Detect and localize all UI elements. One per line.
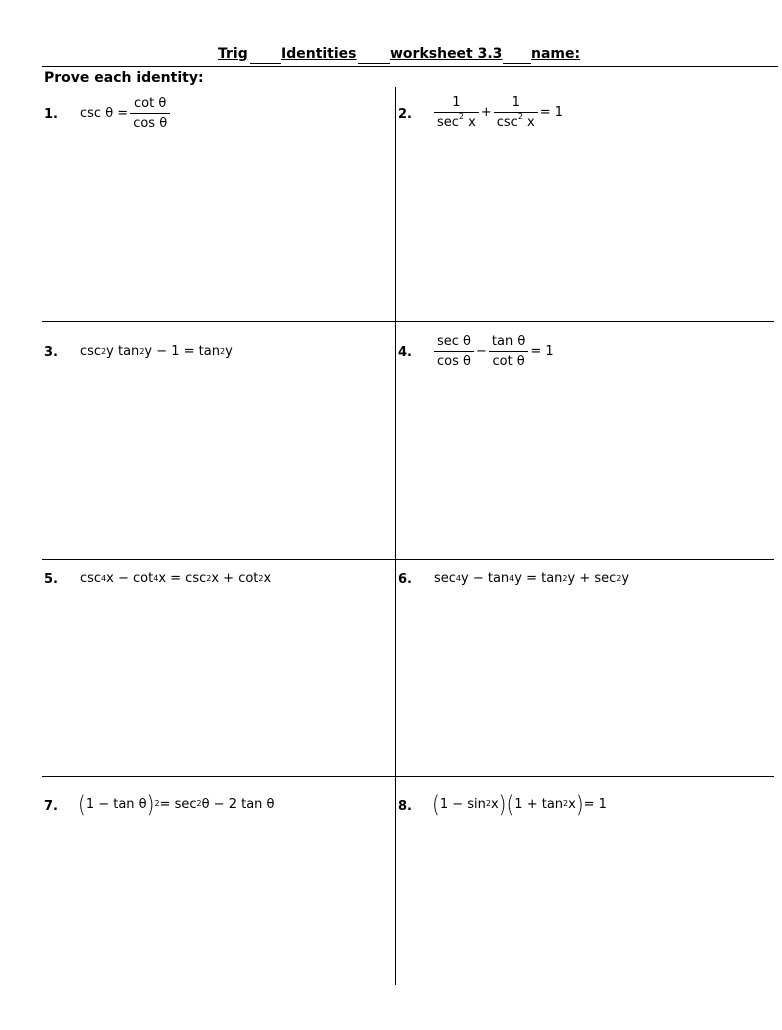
problem-1-number: 1.	[44, 107, 58, 122]
p8-a: 1 − sin	[439, 796, 486, 812]
problem-2-identity	[432, 95, 563, 130]
p3-d: y	[225, 344, 233, 359]
worksheet-title	[218, 46, 581, 66]
p2-den2-func: csc	[496, 115, 518, 130]
column-divider	[395, 87, 396, 985]
name-label: name:	[531, 46, 581, 62]
p2-denominator-2	[494, 112, 538, 130]
p5-b: x − cot	[106, 571, 154, 586]
title-underline-gap	[250, 63, 281, 64]
problem-5-identity: csc 4 x − cot 4 x = csc 2 x + cot 2 x	[80, 571, 272, 586]
p6-b: y − tan	[461, 571, 510, 586]
p2-numerator-2: 1	[511, 95, 520, 110]
p6-a: sec	[434, 571, 456, 586]
p2-fraction-2	[494, 95, 538, 130]
p4-denominator-1: cos θ	[434, 351, 474, 369]
p2-fraction-1	[434, 95, 479, 130]
p4-minus: −	[476, 344, 487, 359]
p2-plus: +	[480, 105, 492, 120]
title-word-worksheet: worksheet 3.3	[390, 46, 503, 62]
p5-c: x = csc	[158, 571, 207, 586]
title-underline-gap	[503, 63, 531, 64]
problem-4-identity	[432, 334, 554, 369]
p2-den1-var: x	[464, 115, 476, 130]
row-divider-2	[42, 559, 774, 560]
p8-a-var: x	[490, 796, 499, 812]
p2-denominator-1	[434, 112, 479, 130]
problem-3-number: 3.	[44, 345, 58, 360]
p8-close-paren-1: )	[498, 790, 507, 818]
p2-numerator-1: 1	[452, 95, 461, 110]
problem-7-identity: ( 1 − tan θ ) 2 = sec 2 θ − 2 tan θ	[78, 790, 275, 818]
row-divider-1	[42, 321, 774, 322]
p7-open-paren: (	[78, 790, 86, 818]
p6-c: y = tan	[514, 571, 563, 586]
p5-e: x	[263, 571, 272, 586]
p4-numerator-1: sec θ	[437, 334, 472, 349]
p7-b: θ − 2 tan θ	[201, 796, 275, 812]
p2-den1-exp: 2	[458, 112, 465, 121]
problem-4-number: 4.	[398, 345, 412, 360]
p3-a: csc	[80, 344, 102, 359]
p7-close-paren: )	[146, 790, 155, 818]
title-underline-gap	[358, 63, 390, 64]
p2-den2-var: x	[522, 115, 535, 130]
p6-e: y	[621, 571, 630, 586]
p3-b: y tan	[106, 344, 140, 359]
p8-close-paren-2: )	[575, 790, 584, 818]
problem-1-identity	[80, 96, 172, 131]
p8-b-var: x	[568, 796, 576, 812]
problem-5-number: 5.	[44, 572, 58, 587]
p8-b: 1 + tan	[514, 796, 564, 812]
p2-rhs: = 1	[539, 105, 564, 120]
header-rule	[42, 66, 778, 67]
problem-7-number: 7.	[44, 799, 58, 814]
p1-fraction	[130, 96, 170, 131]
p7-a: = sec	[159, 796, 197, 812]
p4-numerator-2: tan θ	[491, 334, 526, 349]
p8-open-paren-2: (	[506, 790, 515, 818]
p4-fraction-2	[489, 334, 528, 369]
p1-denominator: cos θ	[130, 113, 170, 131]
title-word-identities: Identities	[281, 46, 357, 62]
p4-denominator-2: cot θ	[489, 351, 527, 369]
problem-6-number: 6.	[398, 572, 412, 587]
row-divider-3	[42, 776, 774, 777]
p3-c: y − 1 = tan	[144, 344, 220, 359]
title-word-trig: Trig	[218, 46, 248, 62]
p1-lhs: csc θ =	[80, 106, 129, 121]
p4-rhs: = 1	[530, 344, 554, 359]
problem-2-number: 2.	[398, 107, 412, 122]
p2-den2-exp: 2	[517, 112, 523, 121]
problem-8-number: 8.	[398, 799, 412, 814]
p8-open-paren-1: (	[432, 790, 440, 818]
p5-d: x + cot	[211, 571, 259, 586]
p6-d: y + sec	[567, 571, 617, 586]
instructions: Prove each identity:	[44, 70, 204, 86]
p8-rhs: = 1	[583, 796, 607, 812]
p5-a: csc	[80, 571, 102, 586]
problem-6-identity: sec 4 y − tan 4 y = tan 2 y + sec 2 y	[434, 571, 630, 586]
p4-fraction-1	[434, 334, 474, 369]
p1-numerator: cot θ	[134, 96, 167, 111]
p2-den1-func: sec	[437, 115, 459, 130]
problem-8-identity: ( 1 − sin 2 x ) ( 1 + tan 2 x ) = 1	[432, 790, 607, 818]
p7-inner: 1 − tan θ	[85, 796, 147, 812]
problem-3-identity: csc 2 y tan 2 y − 1 = tan 2 y	[80, 344, 233, 359]
